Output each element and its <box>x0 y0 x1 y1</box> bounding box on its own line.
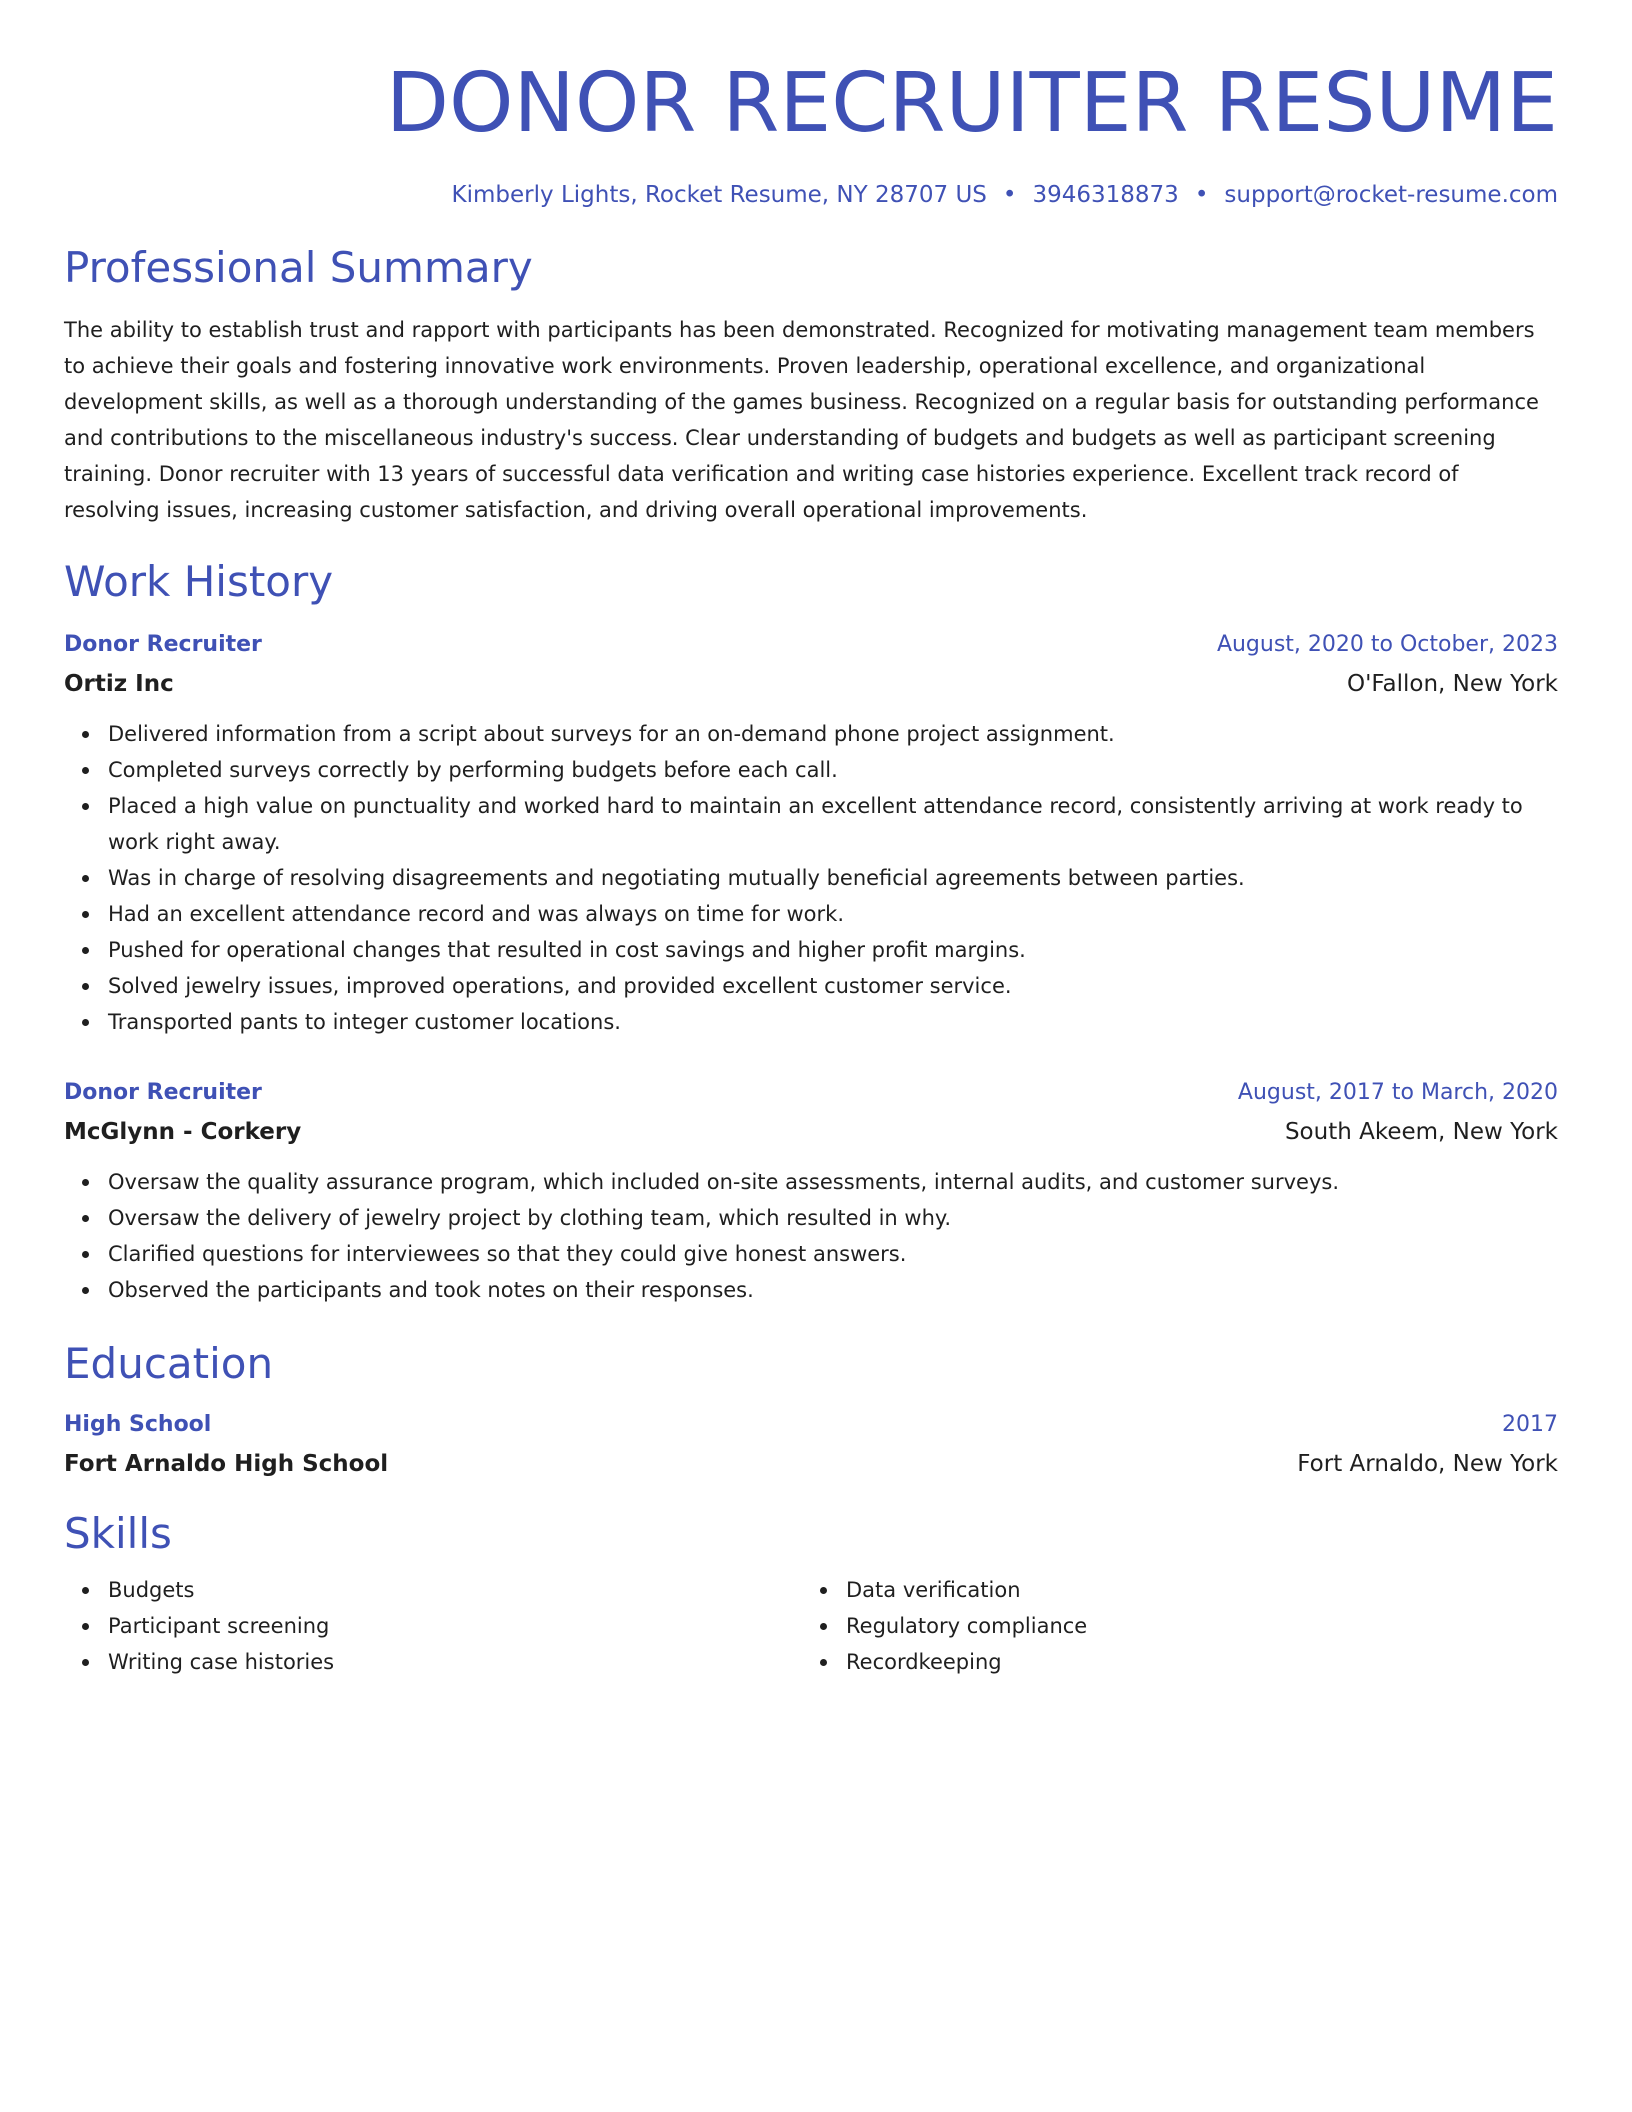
job-bullet: Completed surveys correctly by performing budgets before each call. <box>108 752 1558 788</box>
resume-title: DONOR RECRUITER RESUME <box>385 56 1558 151</box>
education-heading: Education <box>64 1339 274 1388</box>
education-header-row <box>64 1406 1558 1444</box>
work-history-heading: Work History <box>64 557 334 606</box>
education-year: 2017 <box>1502 1412 1558 1437</box>
job-bullet: Placed a high value on punctuality and worked hard to maintain an excellent attendance record, consistently arriving at work ready to work right away. <box>108 788 1558 860</box>
job-header-row <box>64 1074 1558 1112</box>
resume-page <box>64 0 1558 1680</box>
skill-item: Recordkeeping <box>846 1644 1540 1680</box>
education-entry <box>64 1406 1558 1484</box>
job-entry <box>64 1074 1558 1308</box>
job-title: Donor Recruiter <box>64 1080 262 1105</box>
job-company-row <box>64 664 1558 704</box>
job-company: McGlynn - Corkery <box>64 1119 302 1145</box>
job-entry <box>64 626 1558 1040</box>
contact-separator: • <box>1002 182 1017 208</box>
skill-item: Writing case histories <box>108 1644 802 1680</box>
contact-line <box>64 178 1558 212</box>
skills-list <box>64 1572 1558 1680</box>
job-location: South Akeem, New York <box>1284 1119 1558 1145</box>
job-bullet: Oversaw the delivery of jewelry project by clothing team, which resulted in why. <box>108 1200 1558 1236</box>
job-company: Ortiz Inc <box>64 671 174 697</box>
job-bullets <box>64 716 1558 1040</box>
job-dates: August, 2020 to October, 2023 <box>1216 632 1558 657</box>
education-school-row <box>64 1444 1558 1484</box>
education-school: Fort Arnaldo High School <box>64 1451 389 1477</box>
education-location: Fort Arnaldo, New York <box>1297 1451 1558 1477</box>
job-bullet: Clarified questions for interviewees so that they could give honest answers. <box>108 1236 1558 1272</box>
summary-heading: Professional Summary <box>64 243 533 292</box>
skills-bullets <box>64 1572 802 1680</box>
job-bullet: Delivered information from a script about surveys for an on-demand phone project assignment. <box>108 716 1558 752</box>
job-bullet: Was in charge of resolving disagreements and negotiating mutually beneficial agreements between parties. <box>108 860 1558 896</box>
job-header-row <box>64 626 1558 664</box>
job-bullet: Pushed for operational changes that resulted in cost savings and higher profit margins. <box>108 932 1558 968</box>
job-bullet: Had an excellent attendance record and was always on time for work. <box>108 896 1558 932</box>
skill-item: Budgets <box>108 1572 802 1608</box>
education-degree: High School <box>64 1412 212 1437</box>
job-company-row <box>64 1112 1558 1152</box>
contact-separator: • <box>1194 182 1209 208</box>
skill-item: Regulatory compliance <box>846 1608 1540 1644</box>
skill-item: Participant screening <box>108 1608 802 1644</box>
job-location: O'Fallon, New York <box>1346 671 1558 697</box>
skill-item: Data verification <box>846 1572 1540 1608</box>
summary-text: The ability to establish trust and rapport with participants has been demonstrated. Recognized for motivating management team members to achieve their goals and fostering innovative work environments. Proven leadership, operational excellence, and organizational development skills, as well as a thorough understanding of the games business. Recognized on a regular basis for outstanding performance and contributions to the miscellaneous industry's success. Clear understanding of budgets and budgets as well as participant screening training. Donor recruiter with 13 years of successful data verification and writing case histories experience. Excellent track record of resolving issues, increasing customer satisfaction, and driving overall operational improvements. <box>64 318 1539 522</box>
skills-column-left <box>64 1572 802 1680</box>
job-dates: August, 2017 to March, 2020 <box>1237 1080 1558 1105</box>
contact-address: Kimberly Lights, Rocket Resume, NY 28707 US <box>451 182 987 208</box>
job-bullet: Solved jewelry issues, improved operations, and provided excellent customer service. <box>108 968 1558 1004</box>
job-bullet: Oversaw the quality assurance program, which included on-site assessments, internal audits, and customer surveys. <box>108 1164 1558 1200</box>
skills-heading: Skills <box>64 1509 172 1558</box>
job-bullets <box>64 1164 1558 1308</box>
contact-phone: 3946318873 <box>1032 182 1179 208</box>
skills-column-right <box>802 1572 1540 1680</box>
contact-email: support@rocket-resume.com <box>1224 182 1558 208</box>
job-title: Donor Recruiter <box>64 632 262 657</box>
job-bullet: Transported pants to integer customer locations. <box>108 1004 1558 1040</box>
job-bullet: Observed the participants and took notes on their responses. <box>108 1272 1558 1308</box>
skills-bullets <box>802 1572 1540 1680</box>
